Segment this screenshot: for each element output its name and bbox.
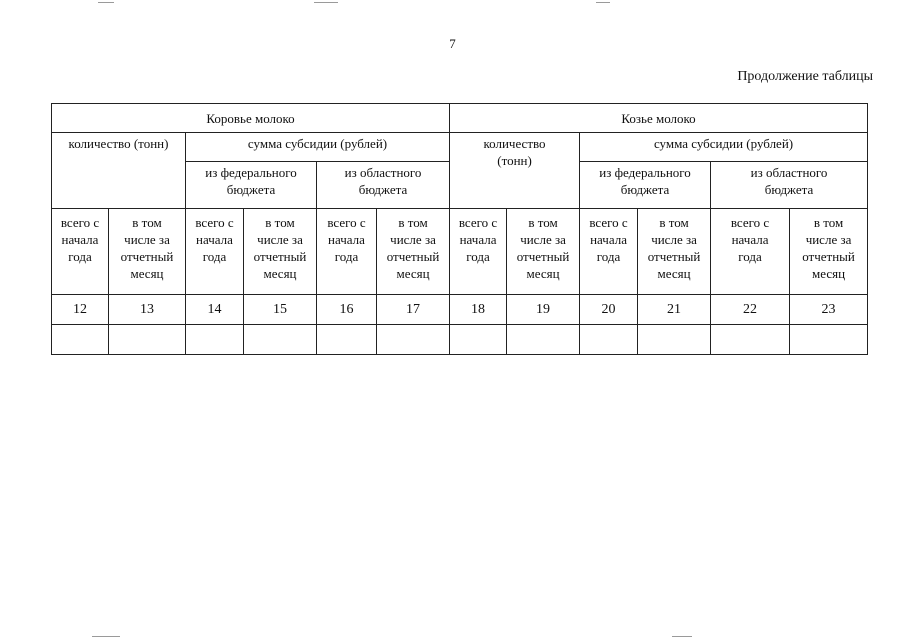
goat-regional-budget-header: из областного бюджета <box>711 162 868 209</box>
column-number: 23 <box>790 295 868 325</box>
group-header-cow-milk: Коровье молоко <box>52 104 450 133</box>
column-number: 18 <box>450 295 507 325</box>
scan-artifact-bottom-left <box>92 636 120 637</box>
scan-artifact-top-left <box>98 2 114 3</box>
col-header-ytd: всего с начала года <box>450 209 507 295</box>
goat-quantity-header: количество (тонн) <box>450 133 580 209</box>
empty-cell <box>790 325 868 355</box>
col-header-ytd: всего с начала года <box>52 209 109 295</box>
col-header-month: в том числе за отчетный месяц <box>109 209 186 295</box>
cow-quantity-header: количество (тонн) <box>52 133 186 209</box>
subheader-row <box>52 133 868 162</box>
scan-artifact-bottom-right <box>672 636 692 637</box>
col-header-ytd: всего с начала года <box>711 209 790 295</box>
col-header-ytd: всего с начала года <box>317 209 377 295</box>
column-header-row <box>52 209 868 295</box>
column-number: 20 <box>580 295 638 325</box>
empty-cell <box>244 325 317 355</box>
empty-cell <box>377 325 450 355</box>
subsidy-table <box>51 103 868 355</box>
page-number: 7 <box>449 36 456 51</box>
empty-cell <box>580 325 638 355</box>
column-number: 15 <box>244 295 317 325</box>
empty-cell <box>186 325 244 355</box>
goat-federal-budget-header: из федерального бюджета <box>580 162 711 209</box>
empty-cell <box>711 325 790 355</box>
goat-subsidy-header: сумма субсидии (рублей) <box>580 133 868 162</box>
col-header-month: в том числе за отчетный месяц <box>507 209 580 295</box>
empty-cell <box>638 325 711 355</box>
cow-subsidy-header: сумма субсидии (рублей) <box>186 133 450 162</box>
column-number: 13 <box>109 295 186 325</box>
column-number: 19 <box>507 295 580 325</box>
column-number: 17 <box>377 295 450 325</box>
col-header-month: в том числе за отчетный месяц <box>244 209 317 295</box>
empty-cell <box>507 325 580 355</box>
column-number: 22 <box>711 295 790 325</box>
column-number: 14 <box>186 295 244 325</box>
col-header-month: в том числе за отчетный месяц <box>377 209 450 295</box>
col-header-ytd: всего с начала года <box>580 209 638 295</box>
column-number: 16 <box>317 295 377 325</box>
cow-regional-budget-header: из областного бюджета <box>317 162 450 209</box>
scan-artifact-top-mid <box>314 2 338 3</box>
column-number-row <box>52 295 868 325</box>
group-header-goat-milk: Козье молоко <box>450 104 868 133</box>
col-header-month: в том числе за отчетный месяц <box>790 209 868 295</box>
empty-cell <box>109 325 186 355</box>
empty-cell <box>52 325 109 355</box>
col-header-ytd: всего с начала года <box>186 209 244 295</box>
group-header-row <box>52 104 868 133</box>
empty-cell <box>450 325 507 355</box>
empty-cell <box>317 325 377 355</box>
continuation-label: Продолжение таблицы <box>737 69 873 84</box>
cow-federal-budget-header: из федерального бюджета <box>186 162 317 209</box>
scan-artifact-top-right <box>596 2 610 3</box>
column-number: 12 <box>52 295 109 325</box>
empty-data-row <box>52 325 868 355</box>
column-number: 21 <box>638 295 711 325</box>
col-header-month: в том числе за отчетный месяц <box>638 209 711 295</box>
